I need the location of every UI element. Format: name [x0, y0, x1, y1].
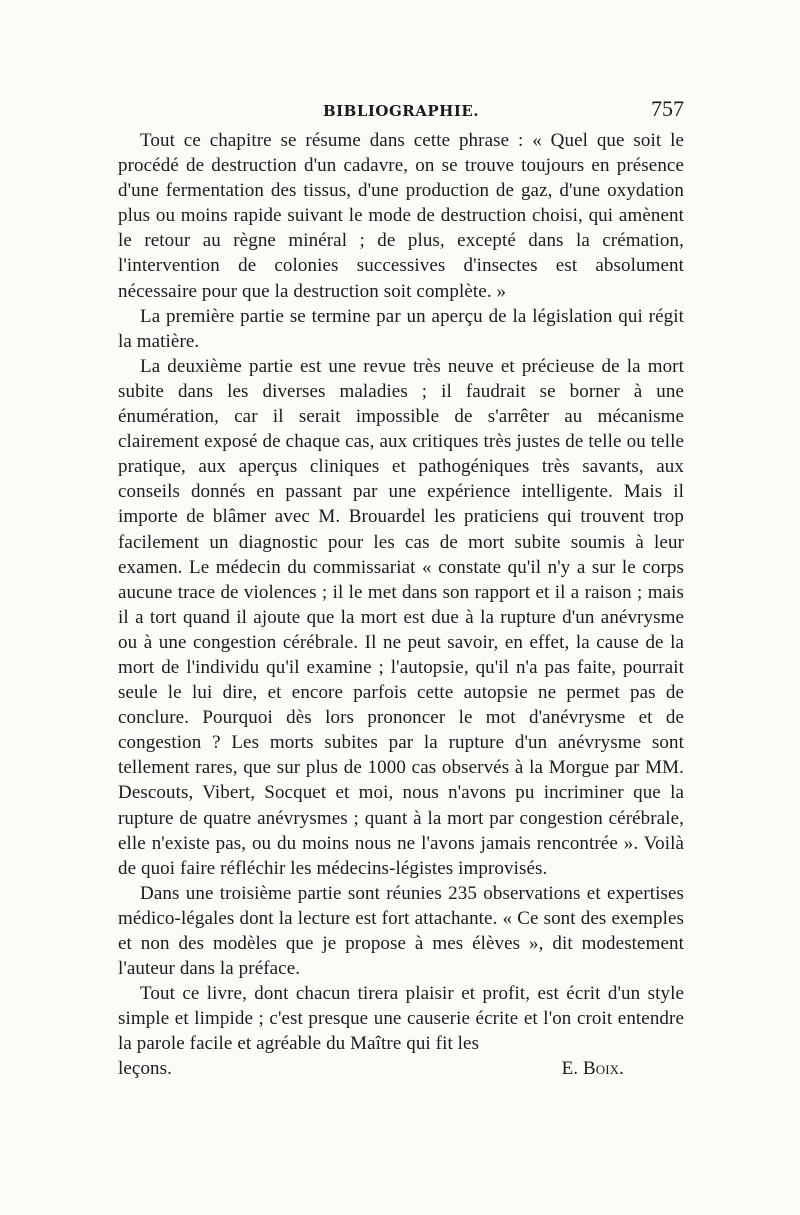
paragraph-conclusion: Tout ce livre, dont chacun tirera plaisir et profit, est écrit d'un style simple et limpide ; c'est presque une causerie écrite et l'on croit entendre la parole facile et agréable du Maître qui fit les	[118, 983, 684, 1055]
paragraph-first-part: La première partie se termine par un aperçu de la législation qui régit la matière.	[118, 305, 684, 352]
page-number: 757	[651, 96, 684, 121]
paragraph-chapter-summary: Tout ce chapitre se résume dans cette phrase : « Quel que soit le procédé de destruction d'un cadavre, on se trouve toujours en présence d'une fermentation des tissus, d'une production de gaz, d'une oxydation plus ou moins rapide suivant le mode de destruction choisi, qui amènent le retour au règne minéral ; de plus, excepté dans la crémation, l'intervention de colonies successives d'insectes est absolument nécessaire pour que la destruction soit complète. »	[118, 130, 684, 302]
running-header	[118, 96, 684, 122]
closing-word: leçons.	[118, 1058, 172, 1080]
body-text	[118, 128, 684, 1081]
paragraph-third-part: Dans une troisième partie sont réunies 235 observations et expertises médico-légales dont la lecture est fort attachante. « Ce sont des exemples et non des modèles que je propose à mes élèves », dit modestement l'auteur dans la préface.	[118, 882, 684, 980]
paragraph-second-part: La deuxième partie est une revue très neuve et précieuse de la mort subite dans les diverses maladies ; il faudrait se borner à une énumération, car il serait impossible de s'arrêter au mécanisme clairement exposé de chaque cas, aux critiques très justes de telle ou telle pratique, aux aperçus cliniques et pathogéniques très savants, aux conseils donnés en passant par une expérience intelligente. Mais il importe de blâmer avec M. Brouardel les praticiens qui trouvent trop facilement un diagnostic pour les cas de mort subite soumis à leur examen. Le médecin du commissariat « constate qu'il n'y a sur le corps aucune trace de violences ; il le met dans son rapport et il a raison ; mais il a tort quand il ajoute que la mort est due à la rupture d'un anévrysme ou à une congestion cérébrale. Il ne peut savoir, en effet, la cause de la mort de l'individu qu'il examine ; l'autopsie, qu'il n'a pas faite, pourrait seule le lui dire, et encore parfois cette autopsie ne permet pas de conclure. Pourquoi dès lors prononcer le mot d'anévrysme et de congestion ? Les morts subites par la rupture d'un anévrysme sont tellement rares, que sur plus de 1000 cas observés à la Morgue par MM. Descouts, Vibert, Socquet et moi, nous n'avons pu incriminer que la rupture de quatre anévrysmes ; quant à la mort par congestion cérébrale, elle n'existe pas, ou du moins nous ne l'avons jamais rencontrée ». Voilà de quoi faire réfléchir les médecins-légistes improvisés.	[118, 355, 684, 879]
running-title: BIBLIOGRAPHIE.	[322, 102, 480, 120]
closing-line	[118, 1056, 684, 1081]
author-signature: E. Boix.	[561, 1058, 624, 1080]
